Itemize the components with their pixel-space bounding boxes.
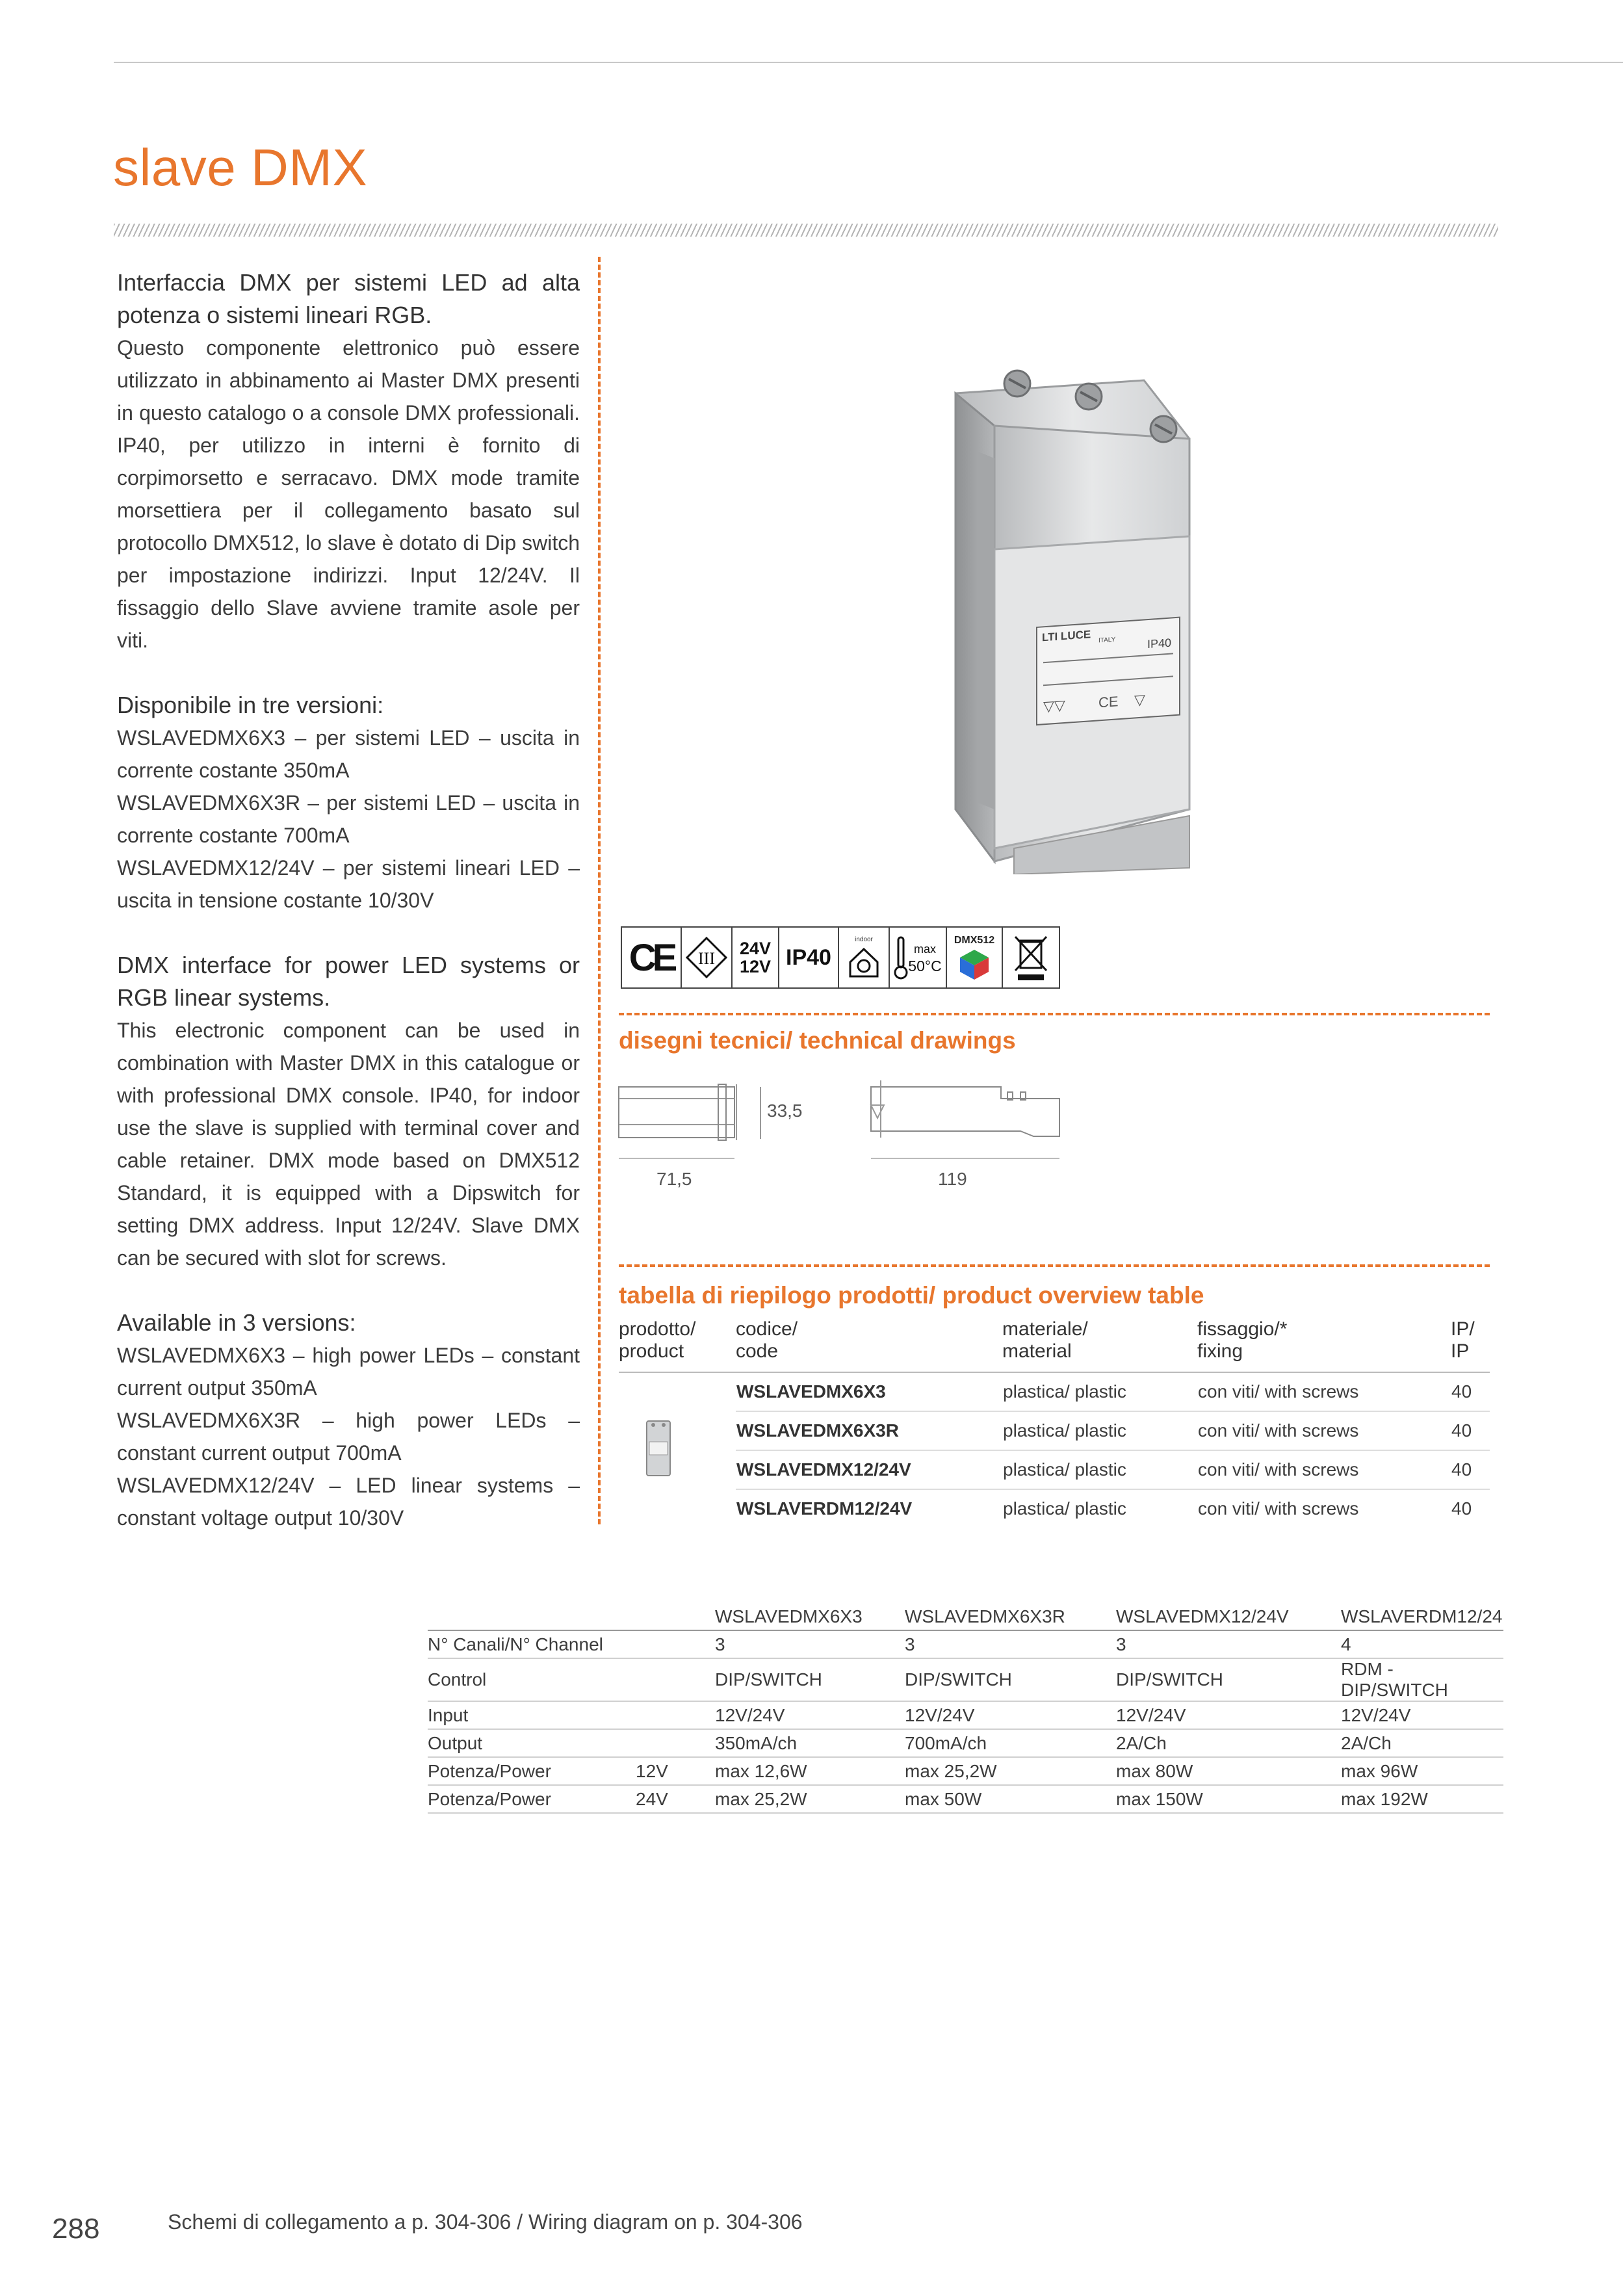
dmx512-icon: DMX512: [947, 928, 1003, 987]
row-code: WSLAVEDMX6X3R: [736, 1411, 1002, 1450]
english-version-3: WSLAVEDMX12/24V – LED linear systems – constant voltage output 10/30V: [117, 1474, 580, 1530]
italian-body: Questo componente elettronico può essere utilizzato in abbinamento ai Master DMX presenti in questo catalogo o a console DMX professionali. IP40, per utilizzo in interni è fornito di corpimorsetto e serracavo. DMX mode tramite morsettiera per il collegamento basato sul protocollo DMX512, lo slave è dotato di Dip switch per impostazione indirizzi. Input 12/24V. Il fissaggio dello Slave avviene tramite asole per viti.: [117, 336, 580, 652]
spec-value: max 50W: [905, 1785, 1116, 1813]
spec-label: Potenza/Power: [428, 1757, 636, 1785]
spec-value: 12V/24V: [715, 1701, 905, 1729]
header-fixing: fissaggio/* fixing: [1197, 1313, 1451, 1372]
spec-row-output: [428, 1729, 1503, 1757]
spec-sub: [636, 1701, 715, 1729]
row-material: plastica/ plastic: [1002, 1450, 1197, 1489]
spec-value: max 192W: [1341, 1785, 1503, 1813]
italian-lead: Interfaccia DMX per sistemi LED ad alta potenza o sistemi lineari RGB.: [117, 269, 580, 328]
ce-mark-icon: CE: [622, 928, 682, 987]
row-ip: 40: [1451, 1450, 1490, 1489]
product-image: [916, 354, 1241, 874]
drawings-divider: [619, 1013, 1490, 1015]
spec-value: 2A/Ch: [1341, 1729, 1503, 1757]
spec-value: 12V/24V: [1116, 1701, 1341, 1729]
english-description: [117, 949, 580, 1274]
voltage-icon: 24V 12V: [733, 928, 779, 987]
english-body: This electronic component can be used in combination with Master DMX in this catalogue or with professional DMX console. IP40, for indoor use the slave is supplied with terminal cover and cable retainer. DMX mode based on DMX512 Standard, it is equipped with a Dipswitch for setting DMX address. Input 12/24V. Slave DMX can be secured with slot for screws.: [117, 1019, 580, 1270]
specs-header-row: [428, 1603, 1503, 1630]
svg-text:III: III: [698, 949, 715, 968]
dimension-width: 71,5: [656, 1169, 692, 1189]
spec-value: max 150W: [1116, 1785, 1341, 1813]
spec-sub: 12V: [636, 1757, 715, 1785]
table-row: [619, 1372, 1490, 1411]
weee-bin-icon: [1003, 928, 1059, 987]
spec-value: max 25,2W: [715, 1785, 905, 1813]
spec-value: 3: [905, 1630, 1116, 1658]
svg-text:CE: CE: [1098, 693, 1119, 711]
certification-icons: [621, 926, 1060, 989]
row-fixing: con viti/ with screws: [1197, 1372, 1451, 1411]
overview-title: tabella di riepilogo prodotti/ product overview table: [619, 1282, 1204, 1309]
table-row: [619, 1450, 1490, 1489]
table-row: [619, 1411, 1490, 1450]
header-ip: IP/ IP: [1451, 1313, 1490, 1372]
svg-text:▽: ▽: [1134, 691, 1145, 709]
label-brand: LTI LUCE: [1042, 628, 1091, 644]
row-ip: 40: [1451, 1372, 1490, 1411]
page-number: 288: [52, 2213, 100, 2245]
label-country: ITALY: [1098, 636, 1116, 645]
spec-column-header: WSLAVERDM12/24: [1341, 1603, 1503, 1630]
italian-version-3: WSLAVEDMX12/24V – per sistemi lineari LED – uscita in tensione costante 10/30V: [117, 856, 580, 912]
spec-row-channels: [428, 1630, 1503, 1658]
spec-value: 3: [1116, 1630, 1341, 1658]
ip40-icon: IP40: [779, 928, 839, 987]
row-fixing: con viti/ with screws: [1198, 1498, 1359, 1519]
spec-value: max 12,6W: [715, 1757, 905, 1785]
spec-value: DIP/SWITCH: [1116, 1658, 1341, 1701]
spec-sub: [636, 1729, 715, 1757]
row-code: WSLAVEDMX12/24V: [736, 1450, 1002, 1489]
english-versions-title: Available in 3 versions:: [117, 1309, 356, 1336]
spec-value: max 25,2W: [905, 1757, 1116, 1785]
row-ip: 40: [1451, 1498, 1472, 1519]
spec-row-control: [428, 1658, 1503, 1701]
row-fixing: con viti/ with screws: [1197, 1450, 1451, 1489]
spec-row-input: [428, 1701, 1503, 1729]
row-material: plastica/ plastic: [1002, 1411, 1197, 1450]
italian-versions: [117, 689, 580, 917]
product-overview-table: [619, 1313, 1490, 1528]
spec-value: 12V/24V: [905, 1701, 1116, 1729]
hatch-divider: [114, 224, 1498, 237]
italian-versions-title: Disponibile in tre versioni:: [117, 692, 384, 718]
top-rule: [114, 62, 1623, 63]
specifications-table: [428, 1603, 1503, 1814]
italian-version-1: WSLAVEDMX6X3 – per sistemi LED – uscita in corrente costante 350mA: [117, 726, 580, 782]
italian-version-2: WSLAVEDMX6X3R – per sistemi LED – uscita in corrente costante 700mA: [117, 791, 580, 847]
header-product: prodotto/ product: [619, 1313, 736, 1372]
english-version-2: WSLAVEDMX6X3R – high power LEDs – constant current output 700mA: [117, 1409, 580, 1465]
description-column: [117, 267, 580, 1567]
row-material: plastica/ plastic: [1003, 1498, 1126, 1519]
english-version-1: WSLAVEDMX6X3 – high power LEDs – constant current output 350mA: [117, 1344, 580, 1400]
spec-value: DIP/SWITCH: [715, 1658, 905, 1701]
wiring-diagram-reference: Schemi di collegamento a p. 304-306 / Wiring diagram on p. 304-306: [168, 2210, 803, 2234]
drawings-title: disegni tecnici/ technical drawings: [619, 1027, 1016, 1054]
spec-value: 350mA/ch: [715, 1729, 905, 1757]
english-versions: [117, 1307, 580, 1534]
spec-row-power-24v: [428, 1785, 1503, 1813]
overview-divider: [619, 1264, 1490, 1267]
indoor-icon: indoor: [839, 928, 890, 987]
spec-sub: [636, 1630, 715, 1658]
column-divider: [598, 257, 601, 1524]
row-material: plastica/ plastic: [1002, 1372, 1197, 1411]
spec-value: 2A/Ch: [1116, 1729, 1341, 1757]
svg-text:▽▽: ▽▽: [1043, 696, 1065, 715]
header-code: codice/ code: [736, 1313, 1002, 1372]
label-ip: IP40: [1147, 636, 1172, 651]
italian-description: [117, 267, 580, 657]
spec-value: max 80W: [1116, 1757, 1341, 1785]
row-code: WSLAVEDMX6X3: [736, 1372, 1002, 1411]
spec-label: Output: [428, 1729, 636, 1757]
spec-row-power-12v: [428, 1757, 1503, 1785]
header-material: materiale/ material: [1002, 1313, 1197, 1372]
class-iii-icon: [682, 928, 733, 987]
spec-value: 3: [715, 1630, 905, 1658]
spec-label: Control: [428, 1658, 636, 1701]
table-row: [619, 1489, 1490, 1528]
spec-label: Potenza/Power: [428, 1785, 636, 1813]
row-code: WSLAVERDM12/24V: [736, 1498, 913, 1519]
spec-value: 700mA/ch: [905, 1729, 1116, 1757]
spec-sub: [636, 1658, 715, 1701]
spec-value: DIP/SWITCH: [905, 1658, 1116, 1701]
spec-value: 12V/24V: [1341, 1701, 1503, 1729]
spec-column-header: WSLAVEDMX6X3R: [905, 1603, 1116, 1630]
spec-sub: 24V: [636, 1785, 715, 1813]
english-lead: DMX interface for power LED systems or RGB linear systems.: [117, 952, 580, 1011]
dimension-length: 119: [938, 1169, 967, 1189]
spec-value: RDM - DIP/SWITCH: [1341, 1658, 1503, 1701]
product-thumbnail: [619, 1372, 736, 1528]
row-ip: 40: [1451, 1411, 1490, 1450]
page-title: slave DMX: [113, 138, 368, 196]
spec-label: N° Canali/N° Channel: [428, 1630, 636, 1658]
spec-label: Input: [428, 1701, 636, 1729]
spec-value: max 96W: [1341, 1757, 1503, 1785]
spec-value: 4: [1341, 1630, 1503, 1658]
spec-column-header: WSLAVEDMX6X3: [715, 1603, 905, 1630]
dimension-height: 33,5: [767, 1101, 803, 1121]
max-temperature-icon: max 50°C: [890, 928, 947, 987]
row-fixing: con viti/ with screws: [1197, 1411, 1451, 1450]
technical-drawing: [617, 1079, 1072, 1170]
spec-column-header: WSLAVEDMX12/24V: [1116, 1603, 1341, 1630]
overview-header-row: [619, 1313, 1490, 1372]
